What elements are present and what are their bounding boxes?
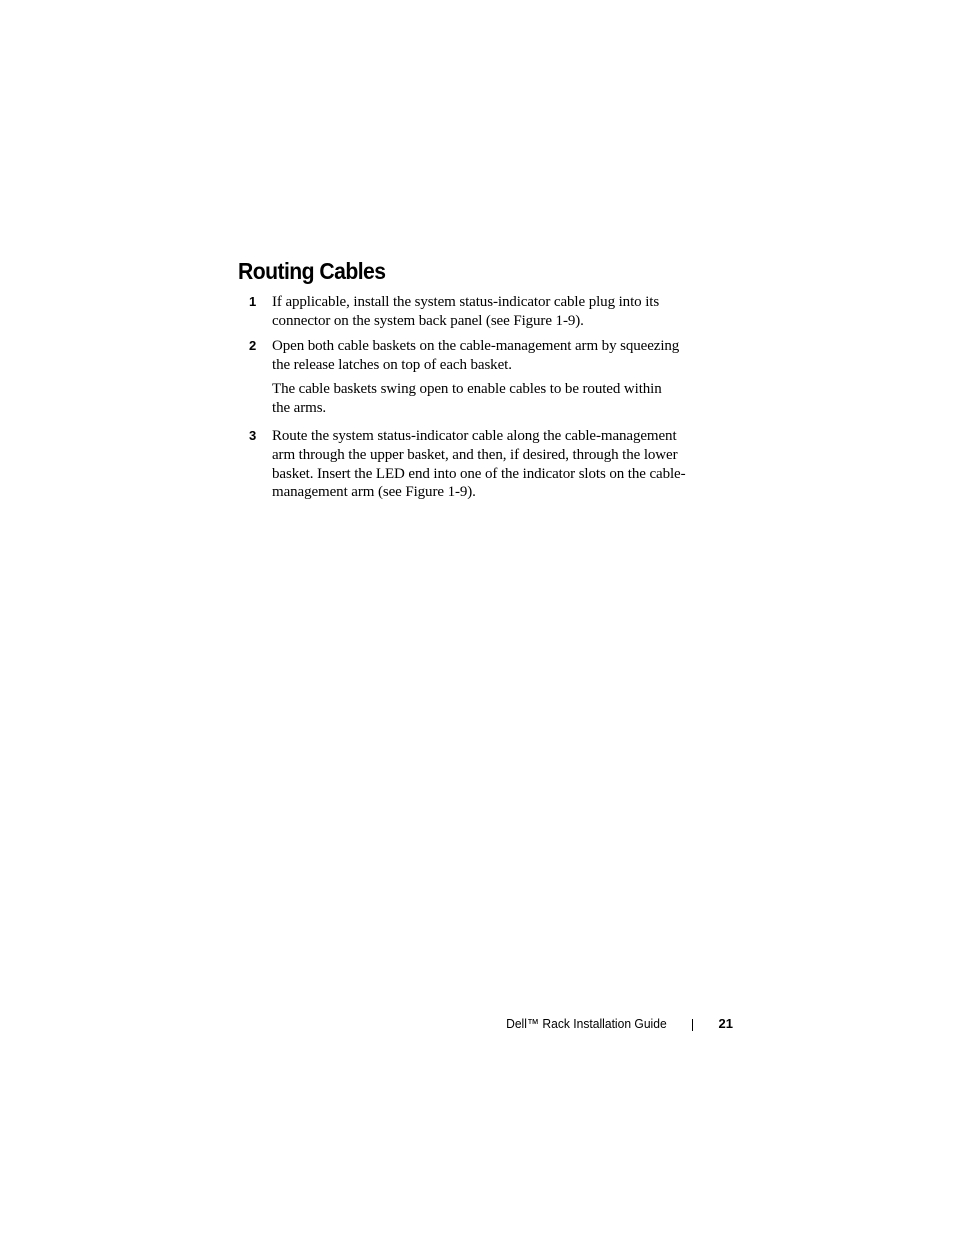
page-number: 21 — [718, 1016, 733, 1031]
step-text-line: connector on the system back panel (see Figure 1-9). — [272, 312, 584, 329]
step-number: 2 — [249, 338, 257, 353]
step-text-line: management arm (see Figure 1-9). — [272, 484, 476, 501]
step-text — [272, 427, 727, 502]
step-note — [272, 380, 727, 418]
step-text-line: the release latches on top of each basket. — [272, 356, 512, 373]
step-number: 1 — [249, 294, 257, 309]
step-text-line: arm through the upper basket, and then, if desired, through the lower — [272, 446, 678, 463]
step-text-line: If applicable, install the system status-indicator cable plug into its — [272, 294, 660, 310]
step-text — [272, 293, 727, 331]
step-note-line: The cable baskets swing open to enable cables to be routed within — [272, 381, 662, 397]
step-text-line: Route the system status-indicator cable along the cable-management — [272, 428, 677, 444]
step-text-line: basket. Insert the LED end into one of the indicator slots on the cable- — [272, 465, 686, 482]
footer-divider — [692, 1019, 693, 1031]
step-number: 3 — [249, 428, 257, 443]
section-heading: Routing Cables — [238, 258, 386, 284]
step-note-line: the arms. — [272, 399, 327, 416]
step-text — [272, 337, 727, 375]
step-text-line: Open both cable baskets on the cable-management arm by squeezing — [272, 338, 680, 354]
footer-title: Dell™ Rack Installation Guide — [506, 1016, 667, 1031]
